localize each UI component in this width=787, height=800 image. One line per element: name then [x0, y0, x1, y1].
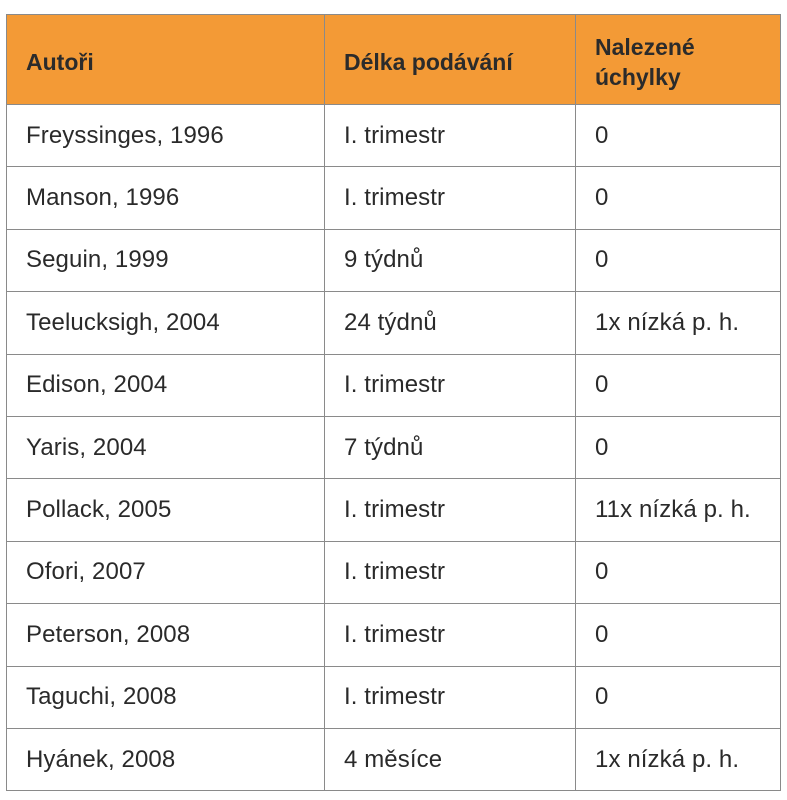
- cell-author: Taguchi, 2008: [7, 666, 325, 728]
- cell-author: Teelucksigh, 2004: [7, 292, 325, 354]
- cell-author: Hyánek, 2008: [7, 728, 325, 790]
- cell-duration: I. trimestr: [325, 604, 576, 666]
- cell-findings: 0: [576, 167, 781, 229]
- table-row: [7, 541, 781, 603]
- cell-author: Manson, 1996: [7, 167, 325, 229]
- table-row: [7, 479, 781, 541]
- cell-findings: 1x nízká p. h.: [576, 292, 781, 354]
- cell-duration: 9 týdnů: [325, 229, 576, 291]
- table-row: [7, 292, 781, 354]
- cell-findings: 0: [576, 666, 781, 728]
- header-row: [7, 15, 781, 105]
- table-row: [7, 728, 781, 790]
- cell-duration: I. trimestr: [325, 105, 576, 167]
- data-table-container: [6, 14, 780, 791]
- cell-author: Freyssinges, 1996: [7, 105, 325, 167]
- cell-findings: 1x nízká p. h.: [576, 728, 781, 790]
- data-table: [6, 14, 781, 791]
- table-row: [7, 354, 781, 416]
- table-header: [7, 15, 781, 105]
- table-row: [7, 604, 781, 666]
- header-authors: Autoři: [7, 15, 325, 105]
- table-body: [7, 105, 781, 791]
- cell-duration: I. trimestr: [325, 354, 576, 416]
- cell-duration: 24 týdnů: [325, 292, 576, 354]
- cell-author: Edison, 2004: [7, 354, 325, 416]
- cell-author: Seguin, 1999: [7, 229, 325, 291]
- table-row: [7, 167, 781, 229]
- cell-duration: I. trimestr: [325, 666, 576, 728]
- cell-duration: I. trimestr: [325, 479, 576, 541]
- cell-findings: 0: [576, 354, 781, 416]
- table-row: [7, 105, 781, 167]
- cell-duration: 4 měsíce: [325, 728, 576, 790]
- cell-findings: 11x nízká p. h.: [576, 479, 781, 541]
- cell-duration: I. trimestr: [325, 167, 576, 229]
- cell-findings: 0: [576, 416, 781, 478]
- cell-author: Peterson, 2008: [7, 604, 325, 666]
- table-row: [7, 416, 781, 478]
- cell-author: Pollack, 2005: [7, 479, 325, 541]
- header-duration: Délka podávání: [325, 15, 576, 105]
- table-row: [7, 229, 781, 291]
- cell-findings: 0: [576, 604, 781, 666]
- cell-findings: 0: [576, 229, 781, 291]
- cell-findings: 0: [576, 541, 781, 603]
- table-row: [7, 666, 781, 728]
- cell-duration: I. trimestr: [325, 541, 576, 603]
- cell-duration: 7 týdnů: [325, 416, 576, 478]
- header-findings: Nalezené úchylky: [576, 15, 781, 105]
- cell-findings: 0: [576, 105, 781, 167]
- cell-author: Yaris, 2004: [7, 416, 325, 478]
- cell-author: Ofori, 2007: [7, 541, 325, 603]
